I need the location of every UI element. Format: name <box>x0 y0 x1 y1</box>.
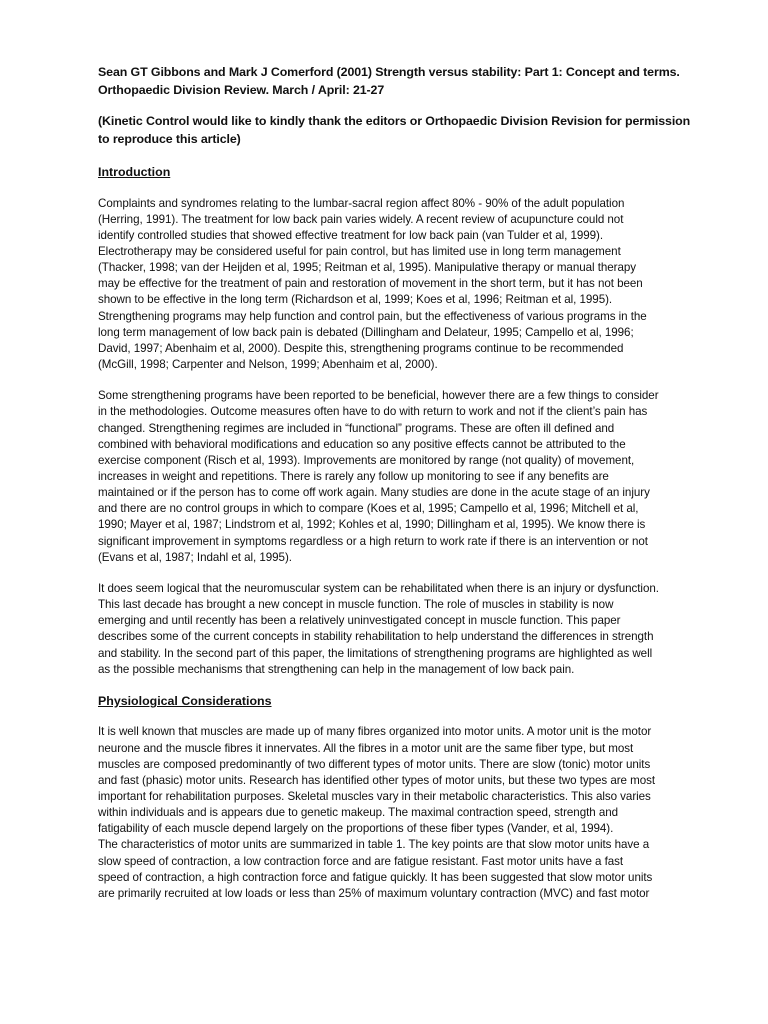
paragraph <box>98 388 668 566</box>
paragraph-line: combined with behavioral modifications and education so any positive effects cannot be attributed to the <box>98 437 626 451</box>
paragraph-line: in the methodologies. Outcome measures often have to do with return to work and not if the client’s pain has <box>98 405 648 419</box>
paragraph-line: neurone and the muscle fibres it innervates. All the fibres in a motor unit are the same fiber type, but most <box>98 741 634 755</box>
document-body <box>98 164 668 902</box>
section-heading: Introduction <box>98 165 171 179</box>
paragraph-line: Complaints and syndromes relating to the lumbar-sacral region affect 80% - 90% of the adult population <box>98 196 625 210</box>
acknowledgement-line: (Kinetic Control would like to kindly thank the editors or Orthopaedic Division Revision for permission <box>98 114 691 128</box>
paragraph-line: (McGill, 1998; Carpenter and Nelson, 1999; Abenhaim et al, 2000). <box>98 358 438 372</box>
section-heading: Physiological Considerations <box>98 693 272 708</box>
paragraph-line: and fast (phasic) motor units. Research has identified other types of motor units, but these two types are most <box>98 773 656 787</box>
paragraph-line: within individuals and is appears due to genetic makeup. The maximal contraction speed, strength and <box>98 806 619 820</box>
paragraph-line: 1990; Mayer et al, 1987; Lindstrom et al, 1992; Kohles et al, 1990; Dillingham et al, 1995). We know there is <box>98 518 646 532</box>
paragraph-line: slow speed of contraction, a low contraction force and are fatigue resistant. Fast motor units have a fast <box>98 854 624 868</box>
acknowledgement-line: to reproduce this article) <box>98 131 241 146</box>
paragraph-line: Electrotherapy may be considered useful for pain control, but has limited use in long term management <box>98 244 621 258</box>
paragraph-line: describes some of the current concepts in stability rehabilitation to help understand the differences in strength <box>98 630 654 644</box>
paragraph-line: (Evans et al, 1987; Indahl et al, 1995). <box>98 550 292 564</box>
paragraph-line: David, 1997; Abenhaim et al, 2000). Despite this, strengthening programs continue to be recommended <box>98 341 624 355</box>
citation-line: Sean GT Gibbons and Mark J Comerford (2001) Strength versus stability: Part 1: Concept and terms. <box>98 65 680 79</box>
paragraph-line: long term management of low back pain is debated (Dillingham and Delateur, 1995; Campello et al, 1996; <box>98 325 634 339</box>
acknowledgement <box>98 113 691 148</box>
paragraph-line: It is well known that muscles are made up of many fibres organized into motor units. A motor unit is the motor <box>98 725 652 739</box>
paragraph <box>98 724 668 902</box>
paragraph-line: fatigability of each muscle depend largely on the proportions of these fiber types (Vander, et al, 1994). <box>98 822 614 836</box>
paragraph-line: may be effective for the treatment of pain and restoration of movement in the short term, but it has not been <box>98 277 643 291</box>
paragraph-line: muscles are composed predominantly of two different types of motor units. There are slow (tonic) motor units <box>98 757 651 771</box>
paragraph-line: (Thacker, 1998; van der Heijden et al, 1995; Reitman et al, 1995). Manipulative therapy or manual therapy <box>98 261 637 275</box>
paragraph-line: exercise component (Risch et al, 1993). Improvements are monitored by range (not quality) of movement, <box>98 453 635 467</box>
paragraph-line: increases in weight and repetitions. There is rarely any follow up monitoring to see if any benefits are <box>98 470 609 483</box>
paragraph-line: identify controlled studies that showed effective treatment for low back pain (van Tulder et al, 1999). <box>98 228 604 242</box>
paragraph <box>98 581 668 678</box>
paragraph-line: shown to be effective in the long term (Richardson et al, 1999; Koes et al, 1996; Reitman et al, 1995). <box>98 293 613 307</box>
paragraph-line: It does seem logical that the neuromuscular system can be rehabilitated when there is an injury or dysfunction. <box>98 581 659 595</box>
paragraph-line: important for rehabilitation purposes. Skeletal muscles vary in their metabolic characteristics. This also varies <box>98 790 651 803</box>
paragraph-line: changed. Strengthening regimes are included in “functional” programs. These are often ill defined and <box>98 421 615 435</box>
citation <box>98 64 680 99</box>
paragraph-line: are primarily recruited at low loads or less than 25% of maximum voluntary contraction (MVC) and fast motor <box>98 886 650 900</box>
paragraph-line: This last decade has brought a new concept in muscle function. The role of muscles in stability is now <box>98 598 614 612</box>
paragraph-line: The characteristics of motor units are summarized in table 1. The key points are that slow motor units have a <box>98 838 650 852</box>
paragraph-line: and there are no control groups in which to compare (Koes et al, 1995; Campello et al, 1996; Mitchell et al, <box>98 502 639 516</box>
paragraph-line: and stability. In the second part of this paper, the limitations of strengthening programs are highlighted as well <box>98 646 653 660</box>
paragraph-line: emerging and until recently has been a relatively uninvestigated concept in muscle function. This paper <box>98 614 621 628</box>
citation-line: Orthopaedic Division Review. March / April: 21-27 <box>98 82 385 97</box>
paragraph-line: maintained or if the person has to come off work again. Many studies are done in the acute stage of an injury <box>98 486 650 500</box>
paragraph-line: Some strengthening programs have been reported to be beneficial, however there are a few things to consider <box>98 389 659 403</box>
paragraph-line: as the possible mechanisms that strengthening can help in the management of low back pain. <box>98 662 575 676</box>
paragraph <box>98 196 668 374</box>
paragraph-line: significant improvement in symptoms regardless or a high return to work rate if there is an intervention or not <box>98 534 648 548</box>
paragraph-line: speed of contraction, a high contraction force and fatigue quickly. It has been suggested that slow motor units <box>98 870 653 884</box>
paragraph-line: (Herring, 1991). The treatment for low back pain varies widely. A recent review of acupuncture could not <box>98 212 624 226</box>
paragraph-line: Strengthening programs may help function and control pain, but the effectiveness of various programs in the <box>98 309 647 323</box>
